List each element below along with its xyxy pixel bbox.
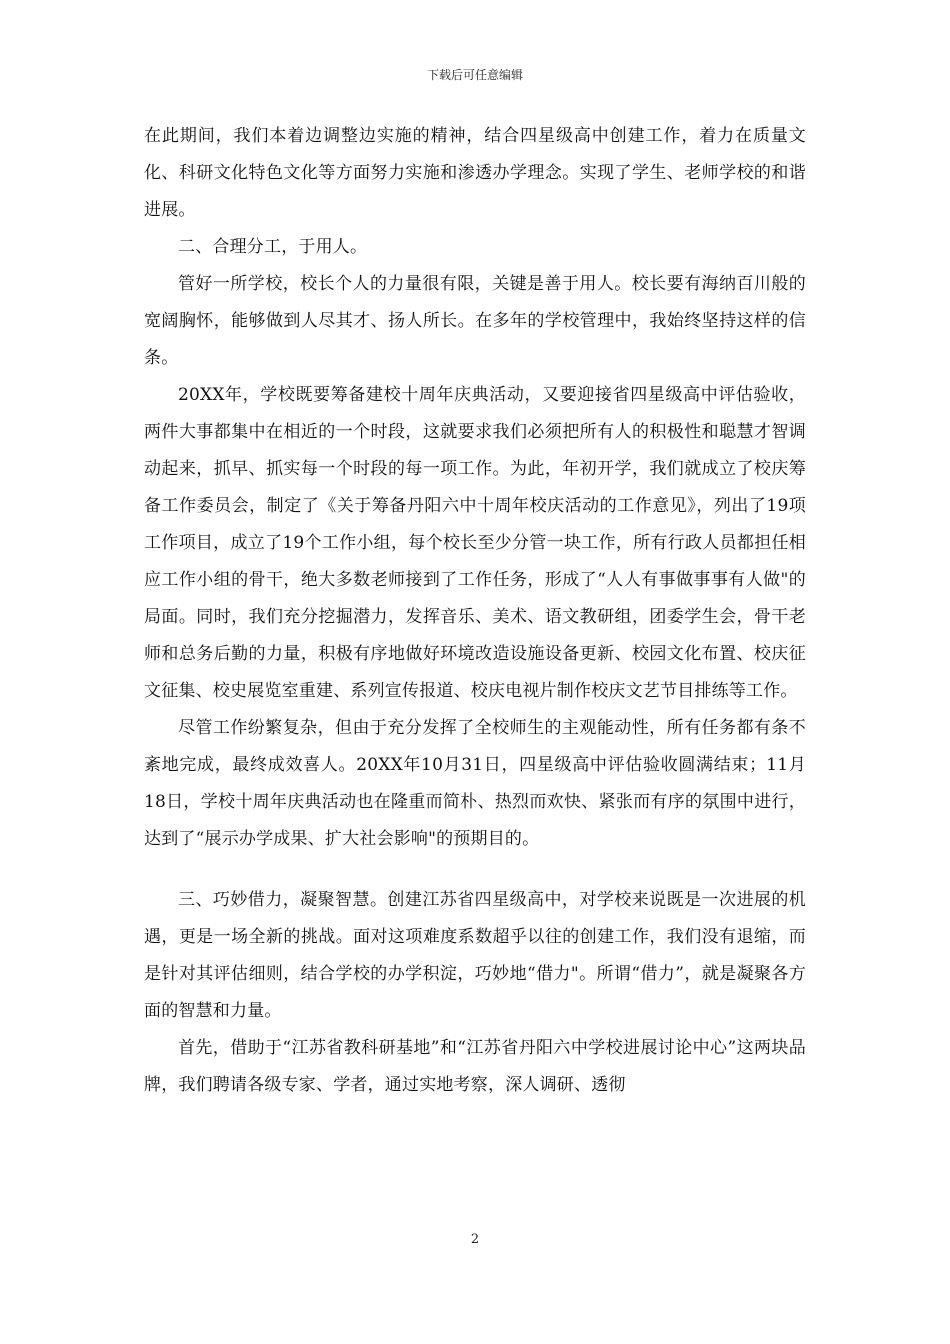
document-body: [144, 118, 806, 1104]
paragraph-7: 首先，借助于“江苏省教科研基地”和“江苏省丹阳六中学校进展讨论中心”这两块品牌，我们聘请各级专家、学者，通过实地考察，深人调研、透彻: [144, 1038, 806, 1095]
section-3-paragraph: 三、巧妙借力，凝聚智慧。创建江苏省四星级高中，对学校来说既是一次进展的机遇，更是一场全新的挑战。面对这项难度系数超乎以往的创建工作，我们没有退缩，而是针对其评估细则，结合学校的办学积淀，巧妙地“借力"。所谓“借力”，就是凝聚各方面的智慧和力量。: [144, 890, 806, 1021]
page-number: 2: [470, 1232, 480, 1247]
paragraph-4: 20XX年，学校既要筹备建校十周年庆典活动，又要迎接省四星级高中评估验收，两件大事都集中在相近的一个时段，这就要求我们必须把所有人的积极性和聪慧才智调动起来，抓早、抓实每一个时段的每一项工作。为此，年初开学，我们就成立了校庆筹备工作委员会，制定了《关于筹备丹阳六中十周年校庆活动的工作意见》，列出了19项工作项目，成立了19个工作小组，每个校长至少分管一块工作，所有行政人员都担任相应工作小组的骨干，绝大多数老师接到了工作任务，形成了“人人有事做事事有人做"的局面。同时，我们充分挖掘潜力，发挥音乐、美术、语文教研组，团委学生会，骨干老师和总务后勤的力量，积极有序地做好环境改造设施设备更新、校园文化布置、校庆征文征集、校史展览室重建、系列宣传报道、校庆电视片制作校庆文艺节目排练等工作。: [144, 385, 806, 701]
paragraph-3: 管好一所学校，校长个人的力量很有限，关键是善于用人。校长要有海纳百川般的宽阔胸怀，能够做到人尽其才、扬人所长。在多年的学校管理中，我始终坚持这样的信条。: [144, 274, 806, 368]
page-header: 下载后可任意编辑: [426, 68, 523, 82]
paragraph-1: 在此期间，我们本着边调整边实施的精神，结合四星级高中创建工作，着力在质量文化、科研文化特色文化等方面努力实施和渗透办学理念。实现了学生、老师学校的和谐进展。: [144, 126, 806, 220]
paragraph-5: 尽管工作纷繁复杂，但由于充分发挥了全校师生的主观能动性，所有任务都有条不紊地完成，最终成效喜人。20XX年10月31日，四星级高中评估验收圆满结束；11月18日，学校十周年庆典活动也在隆重而简朴、热烈而欢快、紧张而有序的氛围中进行，达到了“展示办学成果、扩大社会影响"的预期目的。: [144, 718, 806, 849]
section-heading-2: 二、合理分工，于用人。: [178, 237, 368, 257]
